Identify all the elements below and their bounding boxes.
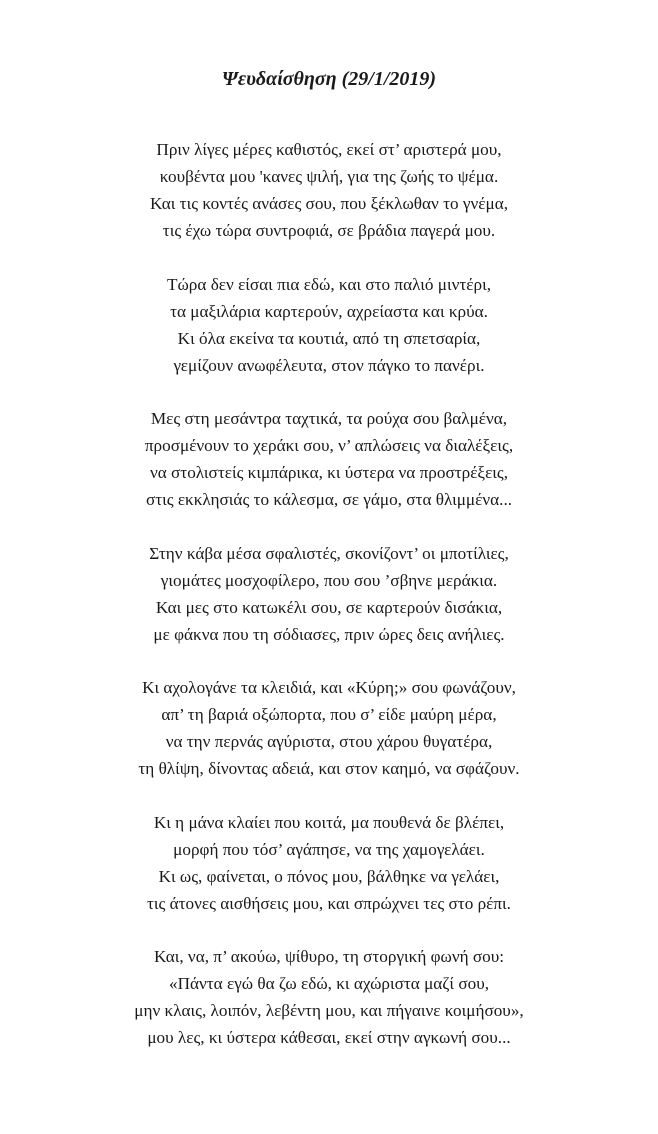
poem-line: Μες στη μεσάντρα ταχτικά, τα ρούχα σου βαλμένα,	[150, 409, 508, 428]
stanza-6	[0, 809, 658, 917]
poem-line: τις άτονες αισθήσεις μου, και σπρώχνει τες στο ρέπι.	[147, 893, 511, 913]
poem-line: Πριν λίγες μέρες καθιστός, εκεί στ’ αριστερά μου,	[156, 140, 502, 159]
poem-line: Κι αχολογάνε τα κλειδιά, και «Κύρη;» σου φωνάζουν,	[142, 678, 516, 697]
poem-line: Κι ως, φαίνεται, ο πόνος μου, βάλθηκε να γελάει,	[158, 866, 500, 886]
poem-line: να στολιστείς κιμπάρικα, κι ύστερα να προστρέξεις,	[149, 463, 509, 482]
poem-line: «Πάντα εγώ θα ζω εδώ, κι αχώριστα μαζί σου,	[168, 974, 490, 993]
poem-line: προσμένουν το χεράκι σου, ν’ απλώσεις να διαλέξεις,	[144, 436, 514, 455]
stanza-4	[0, 540, 658, 648]
poem-line: Στην κάβα μέσα σφαλιστές, σκονίζοντ’ οι μποτίλιες,	[149, 543, 509, 563]
poem-line: Κι όλα εκείνα τα κουτιά, από τη σπετσαρία,	[177, 328, 481, 348]
stanza-2	[0, 271, 658, 379]
poem-line: γιομάτες μοσχοφίλερο, που σου ’σβηνε μεράκια.	[160, 570, 498, 590]
poem-line: κουβέντα μου 'κανες ψιλή, για της ζωής το ψέμα.	[159, 167, 499, 186]
poem-line: μου λες, κι ύστερα κάθεσαι, εκεί στην αγκωνή σου...	[147, 1028, 511, 1047]
poem-line: μορφή που τόσ’ αγάπησε, να της χαμογελάει.	[173, 839, 485, 859]
stanza-7	[0, 943, 658, 1051]
poem-line: Και μες στο κατωκέλι σου, σε καρτερούν δισάκια,	[155, 597, 503, 617]
stanza-5	[0, 674, 658, 782]
poem-line: Τώρα δεν είσαι πια εδώ, και στο παλιό μιντέρι,	[167, 274, 491, 294]
poem-line: μην κλαις, λοιπόν, λεβέντη μου, και πήγαινε κοιμήσου»,	[134, 1001, 524, 1020]
poem-line: Και, να, π’ ακούω, ψίθυρο, τη στοργική φωνή σου:	[153, 947, 505, 966]
poem-line: Και τις κοντές ανάσες σου, που ξέκλωθαν το γνέμα,	[149, 194, 508, 213]
poem-body	[0, 136, 658, 1078]
poem-line: να την περνάς αγύριστα, στου χάρου θυγατέρα,	[165, 732, 493, 751]
stanza-3	[0, 405, 658, 513]
poem-line: τα μαξιλάρια καρτερούν, αχρείαστα και κρύα.	[170, 301, 488, 321]
poem-line: Κι η μάνα κλαίει που κοιτά, μα πουθενά δε βλέπει,	[153, 812, 505, 832]
stanza-1	[0, 136, 658, 244]
poem-line: γεμίζουν ανωφέλευτα, στον πάγκο το πανέρι.	[173, 355, 485, 375]
poem-title: Ψευδαίσθηση (29/1/2019)	[221, 68, 437, 90]
poem-line: τη θλίψη, δίνοντας αδειά, και στον καημό, να σφάζουν.	[138, 759, 520, 778]
poem-line: τις έχω τώρα συντροφιά, σε βράδια παγερά μου.	[162, 221, 496, 240]
poem-line: στις εκκλησιάς το κάλεσμα, σε γάμο, στα θλιμμένα...	[145, 490, 513, 509]
poem-line: με φάκνα που τη σόδιασες, πριν ώρες δεις ανήλιες.	[153, 624, 505, 644]
poem-line: απ’ τη βαριά οξώπορτα, που σ’ είδε μαύρη μέρα,	[161, 705, 497, 724]
